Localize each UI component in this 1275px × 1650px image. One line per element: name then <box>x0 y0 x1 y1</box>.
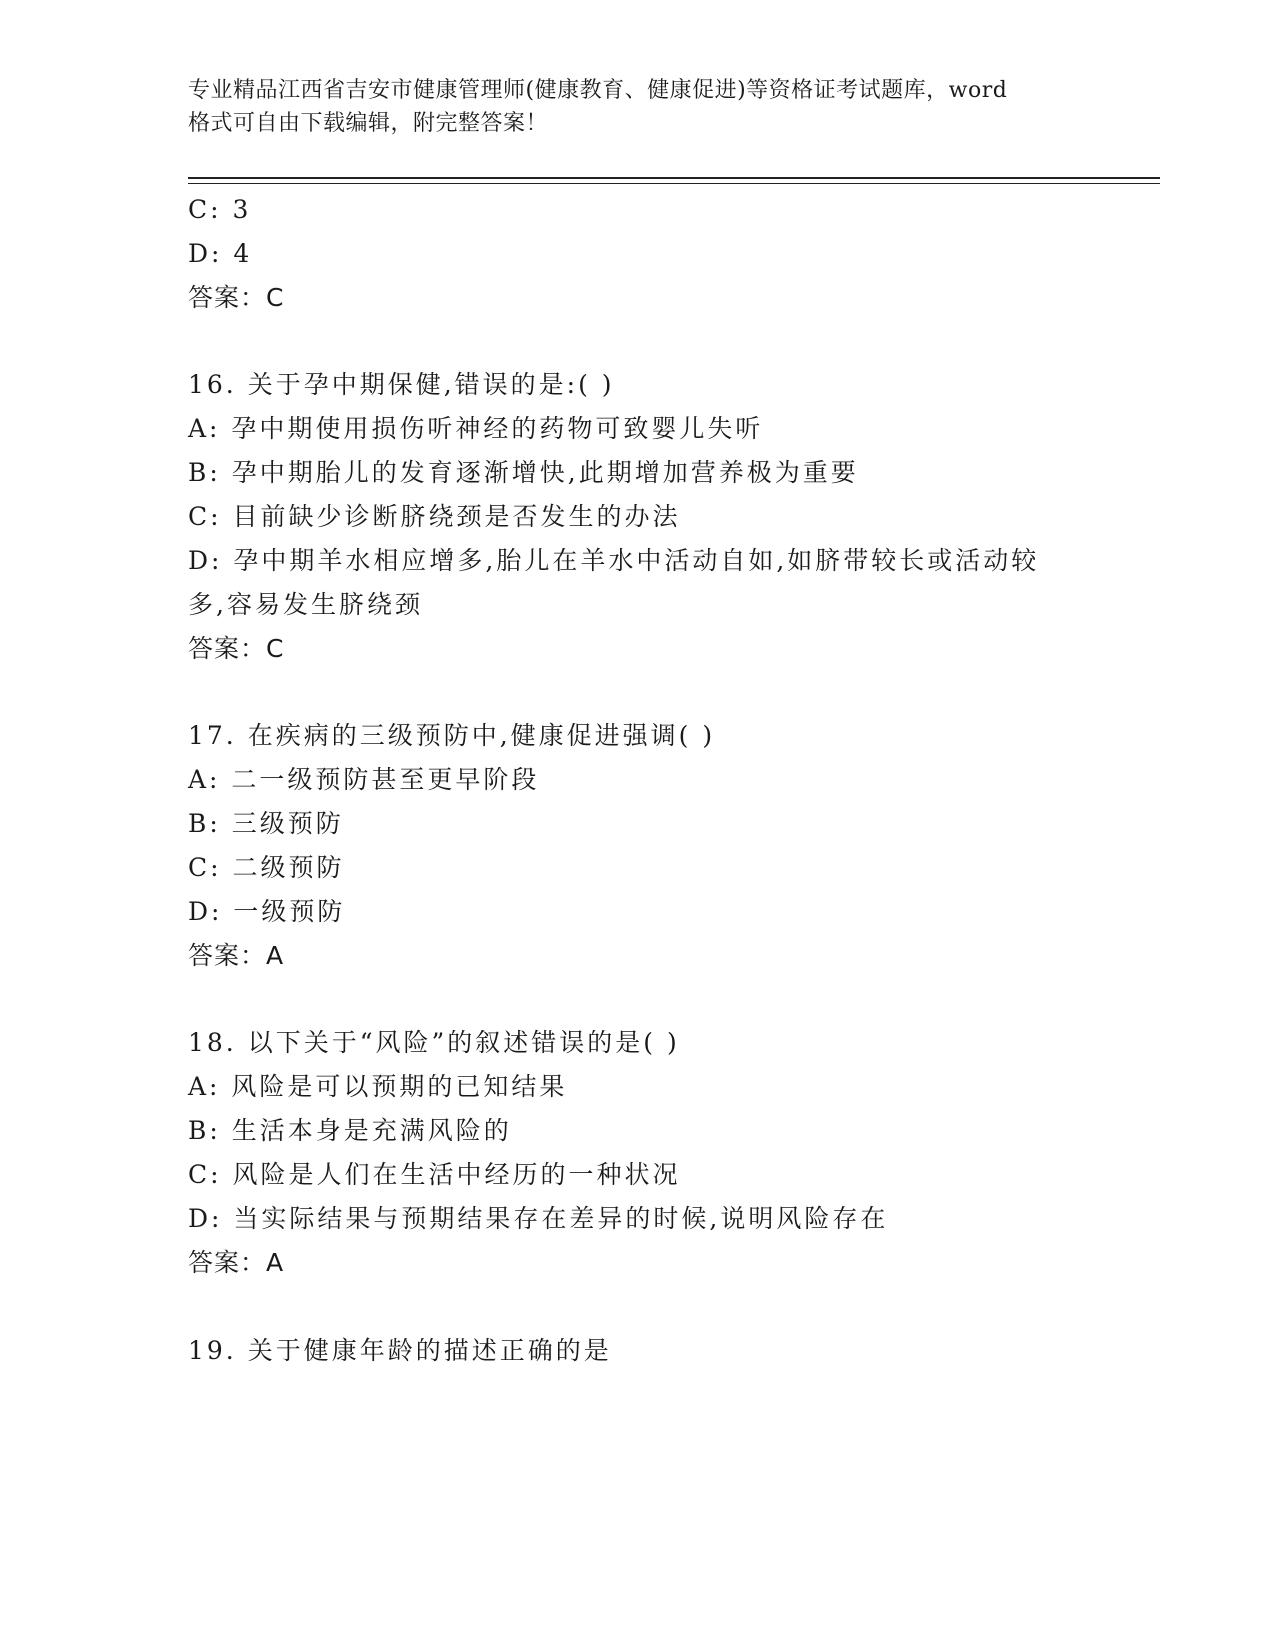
q16-stem: 16. 关于孕中期保健,错误的是:( ) <box>188 370 615 399</box>
header-divider-thick <box>188 177 1160 179</box>
q16-answer: 答案：C <box>188 634 285 663</box>
q15-answer: 答案：C <box>188 283 285 312</box>
q15-option-c: C: 3 <box>188 195 252 224</box>
q18-option-b: B: 生活本身是充满风险的 <box>188 1116 512 1145</box>
q17-option-d: D: 一级预防 <box>188 897 346 926</box>
q19-stem: 19. 关于健康年龄的描述正确的是 <box>188 1336 612 1365</box>
header-line-1: 专业精品江西省吉安市健康管理师(健康教育、健康促进)等资格证考试题库，word <box>188 78 1008 103</box>
q16-option-b: B: 孕中期胎儿的发育逐渐增快,此期增加营养极为重要 <box>188 458 859 487</box>
q18-option-c: C: 风险是人们在生活中经历的一种状况 <box>188 1160 681 1189</box>
q15-option-d: D: 4 <box>188 239 253 268</box>
q18-answer: 答案：A <box>188 1248 285 1277</box>
q16-option-c: C: 目前缺少诊断脐绕颈是否发生的办法 <box>188 502 681 531</box>
q18-option-d: D: 当实际结果与预期结果存在差异的时候,说明风险存在 <box>188 1204 889 1233</box>
q17-option-c: C: 二级预防 <box>188 853 345 882</box>
q17-answer: 答案：A <box>188 941 285 970</box>
q16-option-a: A: 孕中期使用损伤听神经的药物可致婴儿失听 <box>188 414 764 443</box>
q16-option-d-line1: D: 孕中期羊水相应增多,胎儿在羊水中活动自如,如脐带较长或活动较 <box>188 546 1040 575</box>
q17-option-b: B: 三级预防 <box>188 809 344 838</box>
q18-option-a: A: 风险是可以预期的已知结果 <box>188 1072 568 1101</box>
header-divider-thin <box>188 183 1160 184</box>
q17-option-a: A: 二一级预防甚至更早阶段 <box>188 765 540 794</box>
header-line-2: 格式可自由下载编辑，附完整答案！ <box>188 111 549 136</box>
q18-stem: 18. 以下关于“风险”的叙述错误的是( ) <box>188 1028 680 1057</box>
q16-option-d-line2: 多,容易发生脐绕颈 <box>188 590 423 619</box>
page-header <box>188 74 1088 140</box>
q17-stem: 17. 在疾病的三级预防中,健康促进强调( ) <box>188 721 716 750</box>
